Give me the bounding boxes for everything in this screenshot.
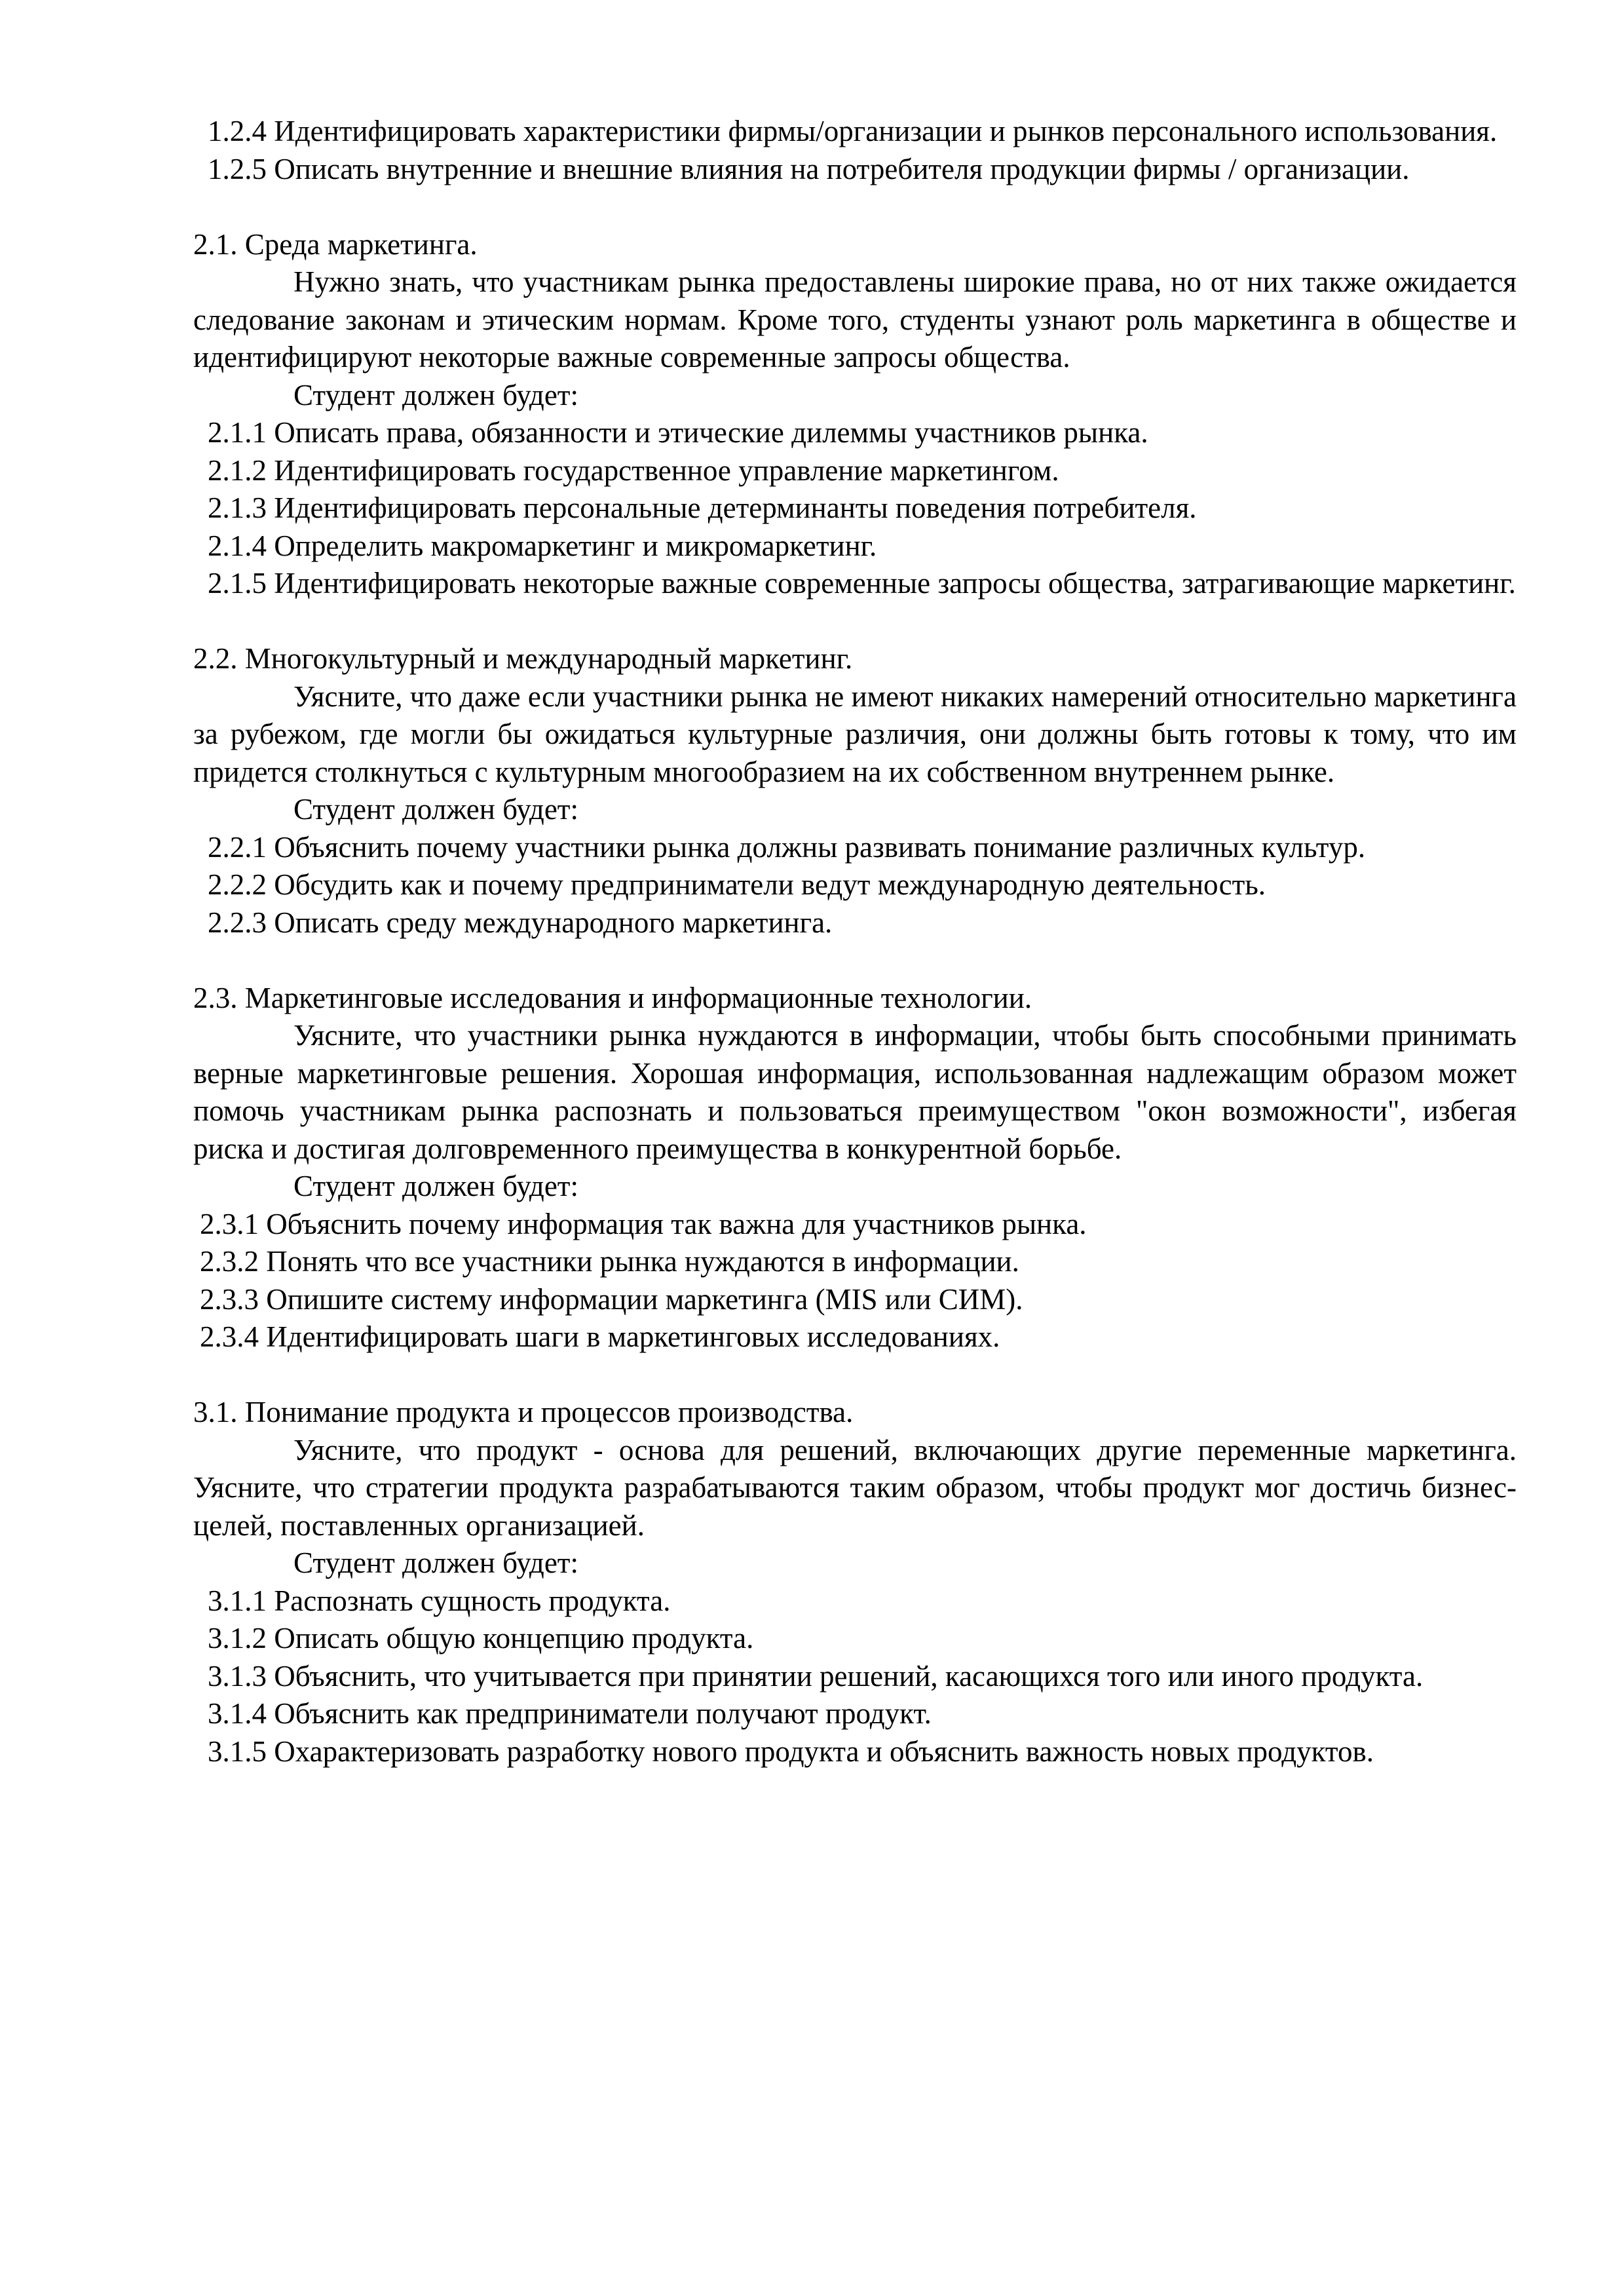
section-heading: 2.3. Маркетинговые исследования и информационные технологии. [193,981,1032,1014]
list-item: 3.1.5 Охарактеризовать разработку нового продукта и объяснить важность новых продуктов. [208,1734,1374,1768]
section-heading: 3.1. Понимание продукта и процессов производства. [193,1396,854,1428]
document-page [193,113,1517,1770]
list-item: 2.1.1 Описать права, обязанности и этические дилеммы участников рынка. [208,416,1148,449]
item-1-2-5: 1.2.5 Описать внутренние и внешние влияния на потребителя продукции фирмы / организации. [208,152,1410,185]
list-item: 3.1.4 Объяснить как предприниматели получают продукт. [208,1697,932,1730]
section-intro: Уясните, что даже если участники рынка не имеют никаких намерений относительно маркетинга за рубежом, где могли бы ожидаться культурные различия, они должны быть готовы к тому, что им придется столкнуться с культурным многообразием на их собственном внутреннем рынке. [193,679,1517,788]
student-label: Студент должен будет: [293,1170,578,1202]
list-item: 3.1.1 Распознать сущность продукта. [208,1584,671,1617]
list-item: 2.1.4 Определить макромаркетинг и микромаркетинг. [208,529,877,562]
list-item: 2.1.2 Идентифицировать государственное управление маркетингом. [208,453,1059,487]
list-item: 2.1.3 Идентифицировать персональные детерминанты поведения потребителя. [208,491,1197,524]
list-item: 2.2.3 Описать среду международного маркетинга. [208,906,833,939]
item-1-2-4: 1.2.4 Идентифицировать характеристики фирмы/организации и рынков персонального использования. [208,115,1498,147]
list-item: 2.3.4 Идентифицировать шаги в маркетинговых исследованиях. [200,1320,1000,1353]
student-label: Студент должен будет: [293,793,578,826]
list-item: 2.3.1 Объяснить почему информация так важна для участников рынка. [200,1207,1087,1240]
list-item: 2.2.2 Обсудить как и почему предприниматели ведут международную деятельность. [208,868,1266,901]
section-heading: 2.1. Среда маркетинга. [193,227,478,261]
list-item: 2.3.2 Понять что все участники рынка нуждаются в информации. [200,1245,1019,1278]
section-intro: Уясните, что участники рынка нуждаются в информации, чтобы быть способными принимать верные маркетинговые решения. Хорошая информация, использованная надлежащим образом может помочь участникам рынка распознать и пользоваться преимуществом "окон возможности", избегая риска и достигая долговременного преимущества в конкурентной борьбе. [193,1019,1517,1165]
list-item: 2.3.3 Опишите систему информации маркетинга (MIS или СИМ). [200,1282,1023,1316]
section-heading: 2.2. Многокультурный и международный маркетинг. [193,642,853,675]
student-label: Студент должен будет: [293,1546,578,1579]
list-item: 2.2.1 Объяснить почему участники рынка должны развивать понимание различных культур. [208,830,1366,864]
section-intro: Уясните, что продукт - основа для решений, включающих другие переменные маркетинга. Уясните, что стратегии продукта разрабатываются таким образом, чтобы продукт мог достичь бизнес-целей, поставленных организацией. [193,1433,1517,1542]
list-item: 3.1.2 Описать общую концепцию продукта. [208,1622,754,1655]
list-item: 3.1.3 Объяснить, что учитывается при принятии решений, касающихся того или иного продукта. [208,1659,1424,1693]
list-item: 2.1.5 Идентифицировать некоторые важные современные запросы общества, затрагивающие маркетинг. [208,567,1516,600]
student-label: Студент должен будет: [293,378,578,411]
section-intro: Нужно знать, что участникам рынка предоставлены широкие права, но от них также ожидается следование законам и этическим нормам. Кроме того, студенты узнают роль маркетинга в обществе и идентифицируют некоторые важные современные запросы общества. [193,265,1517,373]
